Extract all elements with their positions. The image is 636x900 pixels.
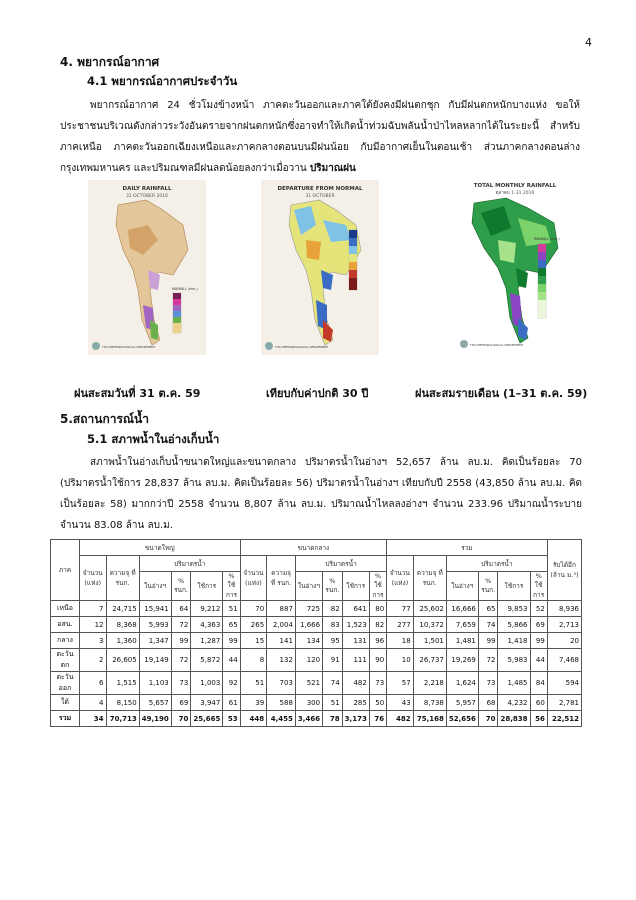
table-cell: 5,657 (139, 695, 171, 711)
table-cell: 5,957 (446, 695, 478, 711)
daily-map-footer: THAI METEOROLOGICAL DEPARTMENT (102, 345, 156, 349)
table-row (51, 672, 582, 695)
table-cell: 19,269 (446, 649, 478, 672)
table-cell: 28,838 (498, 711, 530, 727)
daily-map-title: DAILY RAINFALL (122, 186, 172, 192)
table-cell: 265 (240, 617, 267, 633)
table-cell: 300 (295, 695, 322, 711)
table-cell: 70 (240, 601, 267, 617)
table-cell: 8,738 (413, 695, 446, 711)
table-cell: 8 (240, 649, 267, 672)
table-cell: 20 (547, 633, 581, 649)
table-cell: 1,485 (498, 672, 530, 695)
table-cell: 92 (223, 672, 240, 695)
tmd-logo-icon (265, 342, 273, 350)
col-volume: ปริมาตรน้ำ (446, 556, 547, 572)
table-cell: 50 (369, 695, 386, 711)
section-4-1-heading: 4.1 พยากรณ์อากาศประจำวัน (87, 74, 238, 88)
table-cell: 77 (387, 601, 414, 617)
group-large: ขนาดใหญ่ (80, 540, 241, 556)
table-cell: 277 (387, 617, 414, 633)
table-cell: 1,481 (446, 633, 478, 649)
table-cell: 7 (80, 601, 107, 617)
table-cell: 8,936 (547, 601, 581, 617)
col-usable: ใช้การ (342, 572, 369, 601)
col-count: จำนวน (แห่ง) (80, 556, 107, 601)
table-cell: 132 (267, 649, 296, 672)
col-pct: % รนก. (478, 572, 498, 601)
col-capacity: ความจุ ที่ รนก. (413, 556, 446, 601)
table-cell: 2,218 (413, 672, 446, 695)
region-cell: เหนือ (51, 601, 80, 617)
table-cell: 70 (171, 711, 191, 727)
region-cell: ใต้ (51, 695, 80, 711)
table-cell: 53 (223, 711, 240, 727)
table-cell: 7,468 (547, 649, 581, 672)
table-cell: 2,004 (267, 617, 296, 633)
col-usable: ใช้การ (191, 572, 223, 601)
table-cell: 448 (240, 711, 267, 727)
col-volume: ปริมาตรน้ำ (295, 556, 386, 572)
table-cell: 111 (342, 649, 369, 672)
table-cell: 15,941 (139, 601, 171, 617)
monthly-map-legend-title: RAINFALL (mm.) (534, 237, 560, 241)
col-pct: % รนก. (323, 572, 343, 601)
table-cell: 91 (323, 649, 343, 672)
table-cell: 1,418 (498, 633, 530, 649)
table-cell: 90 (369, 649, 386, 672)
table-cell: 15 (240, 633, 267, 649)
table-cell: 39 (240, 695, 267, 711)
table-cell: 72 (171, 617, 191, 633)
table-cell: 44 (530, 649, 547, 672)
table-cell: 18 (387, 633, 414, 649)
table-cell: 2 (80, 649, 107, 672)
table-cell: 3,466 (295, 711, 322, 727)
col-pct: % รนก. (171, 572, 191, 601)
table-cell: 69 (530, 617, 547, 633)
table-cell: 84 (530, 672, 547, 695)
table-cell: 8,368 (106, 617, 139, 633)
col-region: ภาค (51, 540, 80, 601)
reservoir-table (50, 539, 582, 727)
table-cell: 24,715 (106, 601, 139, 617)
table-cell: 43 (387, 695, 414, 711)
monthly-map-title: TOTAL MONTHLY RAINFALL (473, 183, 557, 189)
table-cell: 8,150 (106, 695, 139, 711)
table-cell: 99 (530, 633, 547, 649)
table-cell: 26,737 (413, 649, 446, 672)
table-cell: 1,515 (106, 672, 139, 695)
col-inflow: รับได้อีก (ล้าน ม.³) (547, 540, 581, 601)
table-cell: 51 (223, 601, 240, 617)
forecast-text: พยากรณ์อากาศ 24 ชั่วโมงข้างหน้า ภาคตะวันออกและภาคใต้ยังคงมีฝนตกชุก กับมีฝนตกหนักบางแห่ง ขอให้ประชาชนบริเวณดังกล่าวระวังอันตรายจากฝนตกหนักซึ่งอาจทำให้เกิดน้ำท่วมฉับพลันน้ำป่าไหลหลากได้ในระยะนี้ สำหรับภาคเหนือ ภาคตะวันออกเฉียงเหนือและภาคกลางตอนบนมีฝนน้อย กับมีอากาศเย็นในตอนเช้า ส่วนภาคกลางตอนล่าง กรุงเทพมหานคร และปริมณฑลมีฝนลดน้อยลงกว่าเมื่อวาน (60, 100, 580, 174)
col-in-dam: ในอ่างฯ (446, 572, 478, 601)
table-cell: 1,103 (139, 672, 171, 695)
col-count: จำนวน (แห่ง) (240, 556, 267, 601)
table-cell: 4,455 (267, 711, 296, 727)
page-number: 4 (585, 36, 592, 49)
table-cell: 5,866 (498, 617, 530, 633)
table-row (51, 649, 582, 672)
departure-map-date: 31 OCTOBER (305, 194, 335, 199)
table-cell: 83 (323, 617, 343, 633)
table-cell: 1,523 (342, 617, 369, 633)
table-cell: 16,666 (446, 601, 478, 617)
table-cell: 3,947 (191, 695, 223, 711)
table-cell: 3 (80, 633, 107, 649)
departure-map-footer: THAI METEOROLOGICAL DEPARTMENT (275, 345, 329, 349)
table-cell: 52,656 (446, 711, 478, 727)
table-cell: 3,173 (342, 711, 369, 727)
table-cell: 22,512 (547, 711, 581, 727)
col-pct-usable: % ใช้การ (530, 572, 547, 601)
table-cell: 49,190 (139, 711, 171, 727)
table-cell: 134 (295, 633, 322, 649)
table-cell: 641 (342, 601, 369, 617)
table-cell: 61 (223, 695, 240, 711)
col-pct-usable: % ใช้การ (223, 572, 240, 601)
table-row (51, 601, 582, 617)
table-cell: 44 (223, 649, 240, 672)
table-cell: 141 (267, 633, 296, 649)
col-in-dam: ในอ่างฯ (139, 572, 171, 601)
forecast-paragraph-end: ปริมาณฝน (309, 163, 356, 174)
departure-map-image (261, 180, 379, 355)
region-cell: ตะวันออก (51, 672, 80, 695)
col-in-dam: ในอ่างฯ (295, 572, 322, 601)
departure-map-title: DEPARTURE FROM NORMAL (277, 186, 363, 192)
daily-map-caption: ฝนสะสมวันที่ 31 ต.ค. 59 (74, 387, 201, 400)
table-cell: 1,624 (446, 672, 478, 695)
table-cell: 26,605 (106, 649, 139, 672)
table-cell: 51 (240, 672, 267, 695)
section-5-1-heading: 5.1 สภาพน้ำในอ่างเก็บน้ำ (87, 432, 220, 446)
table-cell: 99 (223, 633, 240, 649)
tmd-logo-icon (460, 340, 468, 348)
region-cell: รวม (51, 711, 80, 727)
table-cell: 1,501 (413, 633, 446, 649)
table-cell: 1,347 (139, 633, 171, 649)
monthly-rainfall-map (456, 178, 574, 357)
table-cell: 1,003 (191, 672, 223, 695)
table-cell: 1,287 (191, 633, 223, 649)
table-cell: 80 (369, 601, 386, 617)
table-cell: 70,713 (106, 711, 139, 727)
table-cell: 5,993 (139, 617, 171, 633)
table-cell: 703 (267, 672, 296, 695)
table-cell: 73 (171, 672, 191, 695)
group-total: รวม (387, 540, 548, 556)
table-cell: 65 (223, 617, 240, 633)
total-row (51, 711, 582, 727)
monthly-map-footer: THAI METEOROLOGICAL DEPARTMENT (470, 343, 524, 347)
table-cell: 12 (80, 617, 107, 633)
table-cell: 78 (323, 711, 343, 727)
table-cell: 72 (478, 649, 498, 672)
table-cell: 60 (530, 695, 547, 711)
forecast-paragraph (60, 95, 580, 179)
table-row (51, 695, 582, 711)
col-usable: ใช้การ (498, 572, 530, 601)
section-5-heading: 5.สถานการณ์น้ำ (60, 412, 149, 426)
table-cell: 120 (295, 649, 322, 672)
col-volume: ปริมาตรน้ำ (139, 556, 240, 572)
table-cell: 70 (478, 711, 498, 727)
section-4-heading: 4. พยากรณ์อากาศ (60, 55, 160, 69)
table-cell: 2,713 (547, 617, 581, 633)
table-cell: 25,602 (413, 601, 446, 617)
table-cell: 99 (171, 633, 191, 649)
table-cell: 725 (295, 601, 322, 617)
table-cell: 75,168 (413, 711, 446, 727)
table-cell: 56 (530, 711, 547, 727)
table-row (51, 633, 582, 649)
tmd-logo-icon (92, 342, 100, 350)
table-cell: 68 (478, 695, 498, 711)
table-cell: 521 (295, 672, 322, 695)
table-cell: 72 (171, 649, 191, 672)
table-cell: 74 (478, 617, 498, 633)
reservoir-paragraph: สภาพน้ำในอ่างเก็บน้ำขนาดใหญ่และขนาดกลาง ปริมาตรน้ำในอ่างฯ 52,657 ล้าน ลบ.ม. คิดเป็นร้อยละ 70 (ปริมาตรน้ำใช้การ 28,837 ล้าน ลบ.ม. คิดเป็นร้อยละ 56) ปริมาตรน้ำในอ่างฯ เทียบกับปี 2558 (43,850 ล้าน ลบ.ม. คิดเป็นร้อยละ 58) มากกว่าปี 2558 จำนวน 8,807 ล้าน ลบ.ม. ปริมาณน้ำไหลลงอ่างฯ จำนวน 233.96 ปริมาณน้ำระบาย จำนวน 83.08 ล้าน ลบ.ม. (60, 457, 582, 531)
col-capacity: ความจุ ที่ รนก. (106, 556, 139, 601)
table-cell: 10,372 (413, 617, 446, 633)
table-cell: 6 (80, 672, 107, 695)
monthly-map-image (456, 178, 574, 353)
daily-rainfall-map (88, 180, 206, 359)
table-cell: 1,666 (295, 617, 322, 633)
monthly-map-date: ตุลาคม 1-31 2016 (495, 191, 535, 196)
table-cell: 34 (80, 711, 107, 727)
table-cell: 482 (387, 711, 414, 727)
table-cell: 285 (342, 695, 369, 711)
table-cell: 887 (267, 601, 296, 617)
region-cell: กลาง (51, 633, 80, 649)
col-pct-usable: % ใช้การ (369, 572, 386, 601)
table-cell: 57 (387, 672, 414, 695)
table-cell: 69 (171, 695, 191, 711)
table-cell: 1,360 (106, 633, 139, 649)
table-cell: 82 (369, 617, 386, 633)
region-cell: อสน. (51, 617, 80, 633)
reservoir-table-body (51, 601, 582, 727)
table-cell: 19,149 (139, 649, 171, 672)
table-cell: 7,659 (446, 617, 478, 633)
table-cell: 25,665 (191, 711, 223, 727)
table-cell: 131 (342, 633, 369, 649)
col-count: จำนวน (แห่ง) (387, 556, 414, 601)
departure-map-caption: เทียบกับค่าปกติ 30 ปี (266, 387, 369, 400)
table-cell: 4,363 (191, 617, 223, 633)
table-cell: 9,853 (498, 601, 530, 617)
table-cell: 51 (323, 695, 343, 711)
table-cell: 73 (369, 672, 386, 695)
table-cell: 5,983 (498, 649, 530, 672)
table-cell: 73 (478, 672, 498, 695)
table-cell: 588 (267, 695, 296, 711)
table-cell: 2,781 (547, 695, 581, 711)
table-row (51, 617, 582, 633)
region-cell: ตะวันตก (51, 649, 80, 672)
table-cell: 65 (478, 601, 498, 617)
table-cell: 10 (387, 649, 414, 672)
table-cell: 64 (171, 601, 191, 617)
table-cell: 74 (323, 672, 343, 695)
table-cell: 95 (323, 633, 343, 649)
table-cell: 5,872 (191, 649, 223, 672)
table-cell: 96 (369, 633, 386, 649)
daily-map-legend-title: RAINFALL (mm.) (172, 287, 198, 291)
table-cell: 99 (478, 633, 498, 649)
table-cell: 76 (369, 711, 386, 727)
table-cell: 4,232 (498, 695, 530, 711)
daily-rainfall-map-image (88, 180, 206, 355)
group-medium: ขนาดกลาง (240, 540, 386, 556)
table-cell: 4 (80, 695, 107, 711)
table-cell: 482 (342, 672, 369, 695)
table-cell: 594 (547, 672, 581, 695)
daily-map-date: 31 OCTOBER 2016 (125, 194, 169, 199)
col-capacity: ความจุ ที่ รนก. (267, 556, 296, 601)
table-cell: 82 (323, 601, 343, 617)
table-cell: 9,212 (191, 601, 223, 617)
monthly-map-caption: ฝนสะสมรายเดือน (1–31 ต.ค. 59) (415, 387, 588, 400)
departure-from-normal-map (261, 180, 379, 359)
table-cell: 52 (530, 601, 547, 617)
